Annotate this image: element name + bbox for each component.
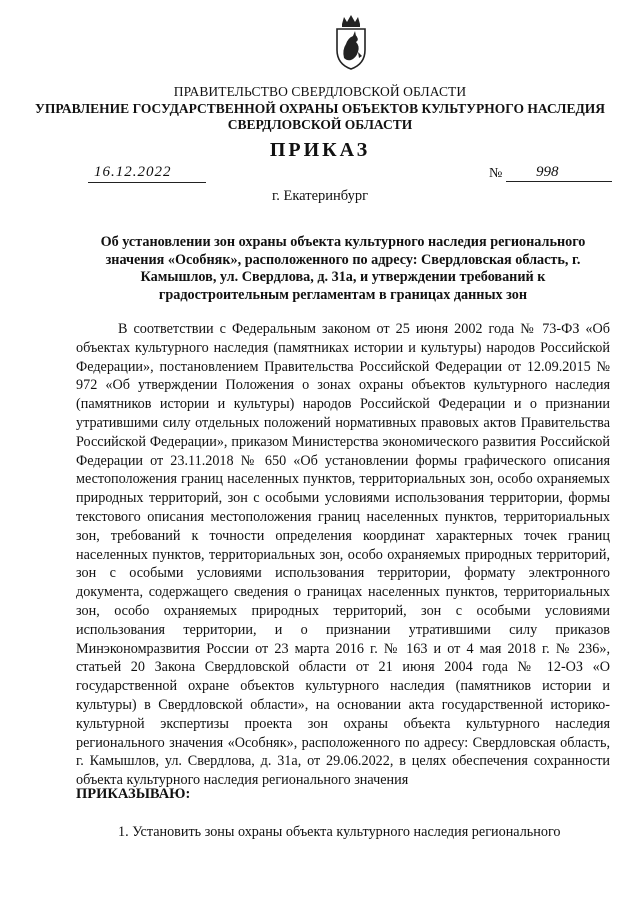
coat-of-arms-icon bbox=[334, 14, 368, 70]
document-type: ПРИКАЗ bbox=[269, 139, 371, 161]
document-title: Об установлении зон охраны объекта культурного наследия регионального значения «Особняк», расположенного по адресу: Свердловская область, г. Камышлов, ул. Свердлова, д. 31а, и утверждении требований к градостроительным регламентам в границах данных зон bbox=[100, 234, 586, 303]
city: г. Екатеринбург bbox=[271, 188, 369, 204]
department-name-line2: СВЕРДЛОВСКОЙ ОБЛАСТИ bbox=[227, 117, 413, 132]
document-date: 16.12.2022 bbox=[88, 164, 206, 183]
document-number: 998 bbox=[506, 164, 612, 182]
number-label: № bbox=[489, 166, 503, 181]
department-name-line1: УПРАВЛЕНИЕ ГОСУДАРСТВЕННОЙ ОХРАНЫ ОБЪЕКТОВ КУЛЬТУРНОГО НАСЛЕДИЯ bbox=[34, 101, 606, 116]
preamble-paragraph: В соответствии с Федеральным законом от 25 июня 2002 года № 73-ФЗ «Об объектах культурного наследия (памятниках истории и культуры) народов Российской Федерации», постановлением Правительства Российской Федерации от 12.09.2015 № 972 «Об утверждении Положения о зонах охраны объектов культурного наследия (памятников истории и культуры) народов Российской Федерации и о признании утратившими силу отдельных положений нормативных правовых актов Правительства Российской Федерации», приказом Министерства экономического развития Российской Федерации от 23.11.2018 № 650 «Об установлении формы графического описания местоположения границ населенных пунктов, территориальных зон, особо охраняемых природных территорий, зон с особыми условиями использования территории, формы текстового описания местоположения границ населенных пунктов, территориальных зон, требований к точности определения координат характерных точек границ населенных пунктов, территориальных зон, особо охраняемых природных территорий, зон с особыми условиями использования территории, формату электронного документа, содержащего сведения о границах населенных пунктов, территориальных зон, особо охраняемых природных территорий, зон с особыми условиями использования территории, и о признании утратившими силу приказов Минэкономразвития России от 23 марта 2016 г. № 163 и от 4 мая 2018 г. № 236», статьей 20 Закона Свердловской области от 21 июня 2004 года № 12-ОЗ «О государственной охране объектов культурного наследия (памятников истории и культуры) в Свердловской области», на основании акта государственной историко-культурной экспертизы проекта зон охраны объекта культурного наследия регионального значения «Особняк», расположенного по адресу: Свердловская область, г. Камышлов, ул. Свердлова, д. 31а, от 29.06.2022, в целях обеспечения сохранности объекта культурного наследия регионального значения bbox=[76, 321, 610, 789]
order-item: 1. Установить зоны охраны объекта культурного наследия регионального bbox=[118, 824, 561, 840]
government-name: ПРАВИТЕЛЬСТВО СВЕРДЛОВСКОЙ ОБЛАСТИ bbox=[173, 84, 467, 99]
order-heading: ПРИКАЗЫВАЮ: bbox=[76, 786, 191, 802]
